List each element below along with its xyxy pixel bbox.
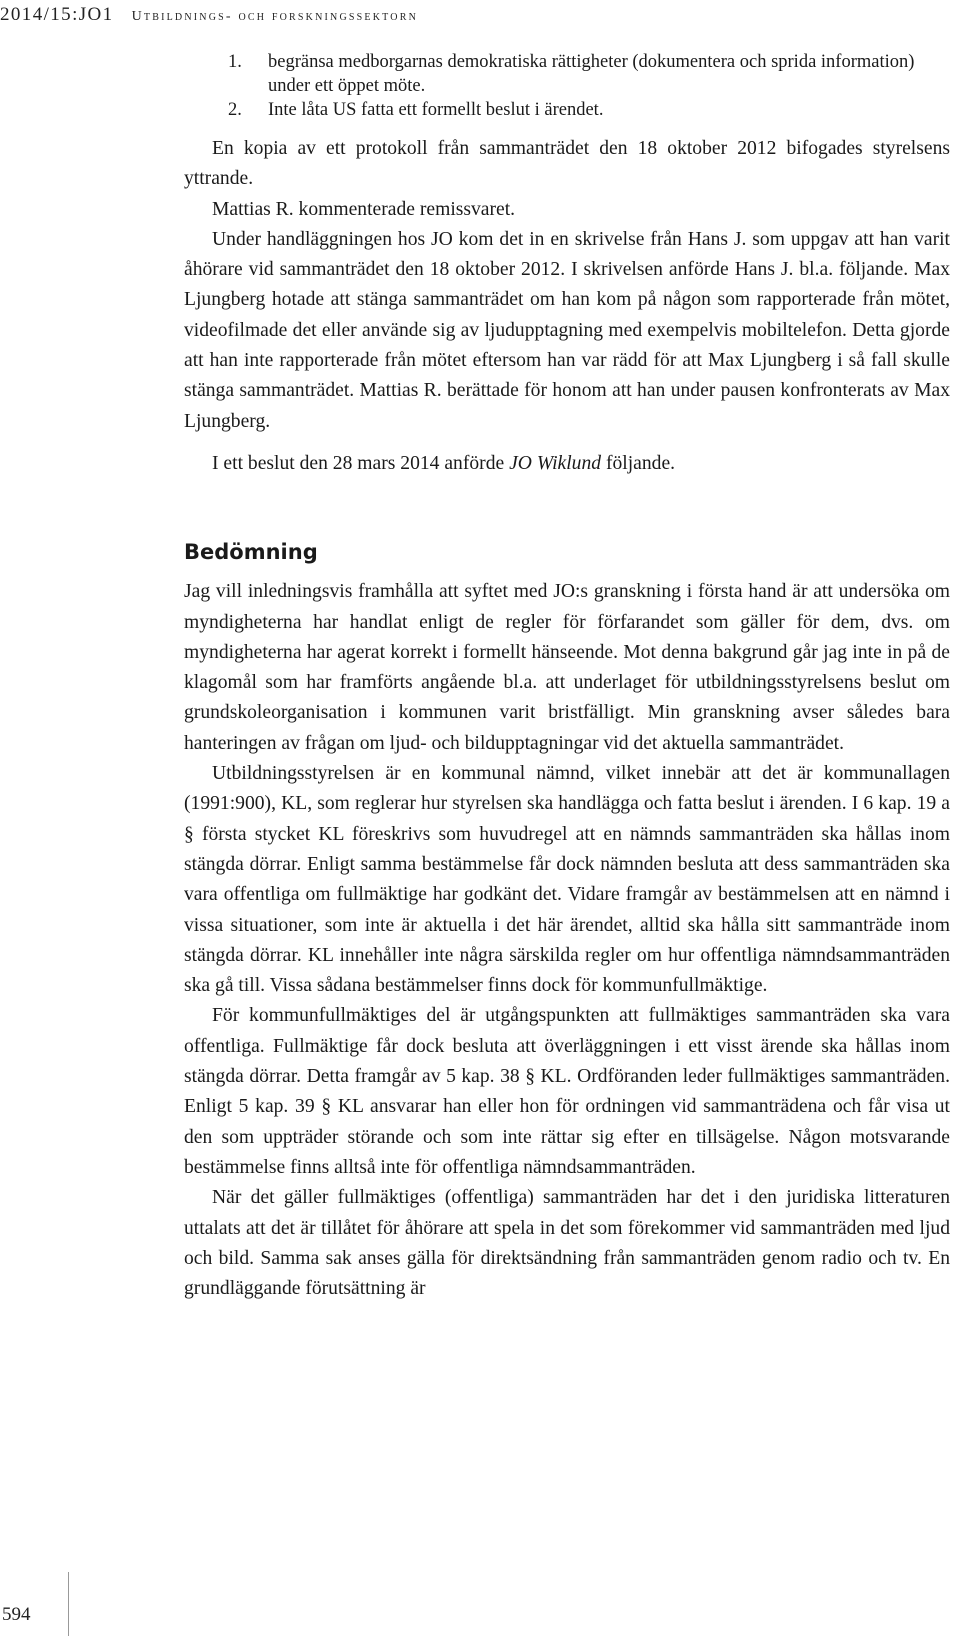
section-title: Utbildnings- och forskningssektorn bbox=[131, 9, 418, 24]
page-content bbox=[184, 50, 950, 1304]
document-ref: 2014/15:JO1 bbox=[0, 4, 114, 25]
paragraph: En kopia av ett protokoll från sammanträdet den 18 oktober 2012 bifogades styrelsens yttrande. bbox=[184, 138, 950, 190]
paragraph: När det gäller fullmäktiges (offentliga) sammanträden har det i den juridiska litteraturen uttalats att det är tillåtet för åhörare att spela in det som förekommer vid sammanträden med ljud och bild. Samma sak anses gälla för direktsändning från sammanträden genom radio och tv. En grundläggande förutsättning är bbox=[184, 1187, 950, 1300]
numbered-list bbox=[184, 50, 950, 122]
paragraph: För kommunfullmäktiges del är utgångspunkten att fullmäktiges sammanträden ska vara offentliga. Fullmäktige får dock besluta att överläggningen i ett visst ärende ska hållas inom stängda dörrar. Detta framgår av 5 kap. 38 § KL. Ordföranden leder fullmäktiges sammanträden. Enligt 5 kap. 39 § KL ansvarar han eller hon för ordningen vid sammanträdena och får visa ut den som uppträder störande och som inte rättar sig efter en tillsägelse. Någon motsvarande bestämmelse finns alltså inte för offentliga nämndsammanträden. bbox=[184, 1005, 950, 1178]
list-item bbox=[184, 50, 950, 98]
list-item bbox=[184, 98, 950, 122]
list-number: 2. bbox=[228, 100, 242, 120]
running-header bbox=[0, 4, 418, 26]
paragraph bbox=[184, 449, 950, 479]
paragraph: Jag vill inledningsvis framhålla att syftet med JO:s granskning i första hand är att undersöka om myndigheterna har handlat enligt de regler för förfarandet som gäller för dem, dvs. om myndigheterna har agerat korrekt i formellt hänseende. Mot denna bakgrund går jag inte in på de klagomål som har framförts angående bl.a. att underlaget för utbildningsstyrelsens beslut om grundskoleorganisation i kommunen varit bristfälligt. Min granskning avser således bara hanteringen av frågan om ljud- och bildupptagningar vid det aktuella sammanträdet. bbox=[184, 581, 950, 754]
paragraph: Under handläggningen hos JO kom det in en skrivelse från Hans J. som uppgav att han varit åhörare vid sammanträdet den 18 oktober 2012. I skrivelsen anförde Hans J. bl.a. följande. Max Ljungberg hotade att stänga sammanträdet om han kom på någon som rapporterade från mötet, videofilmade det eller använde sig av ljudupptagning med exempelvis mobiltelefon. Detta gjorde att han inte rapporterade från mötet eftersom han var rädd för att Max Ljungberg i så fall skulle stänga sammanträdet. Mattias R. berättade för honom att han under pausen konfronterats av Max Ljungberg. bbox=[184, 228, 950, 432]
list-number: 1. bbox=[228, 52, 242, 72]
paragraph: Mattias R. kommenterade remissvaret. bbox=[212, 198, 516, 220]
margin-rule bbox=[68, 1572, 69, 1636]
paragraph: Utbildningsstyrelsen är en kommunal nämnd, vilket innebär att det är kommunallagen (1991:900), KL, som reglerar hur styrelsen ska handlägga och fatta beslut i ärenden. I 6 kap. 19 a § första stycket KL föreskrivs som huvudregel att en nämnds sammanträden ska hållas inom stängda dörrar. Enligt samma bestämmelse får dock nämnden besluta att dess sammanträden ska vara offentliga om fullmäktige har godkänt det. Vidare framgår av bestämmelsen att en nämnd i vissa situationer, som inte är aktuella i det här ärendet, alltid ska hålla sitt sammanträde inom stängda dörrar. KL innehåller inte några särskilda regler om hur offentliga nämndsammanträden ska gå till. Vissa sådana bestämmelser finns dock för kommunfullmäktige. bbox=[184, 763, 950, 997]
text-run: I ett beslut den 28 mars 2014 anförde bbox=[212, 452, 510, 474]
italic-name: JO Wiklund bbox=[509, 452, 602, 474]
section-heading: Bedömning bbox=[184, 540, 318, 565]
list-text: Inte låta US fatta ett formellt beslut i ärendet. bbox=[268, 100, 604, 120]
list-text: begränsa medborgarnas demokratiska rättigheter (dokumentera och sprida information) under ett öppet möte. bbox=[268, 52, 915, 96]
page-number: 594 bbox=[2, 1604, 31, 1625]
text-run: följande. bbox=[601, 452, 676, 474]
